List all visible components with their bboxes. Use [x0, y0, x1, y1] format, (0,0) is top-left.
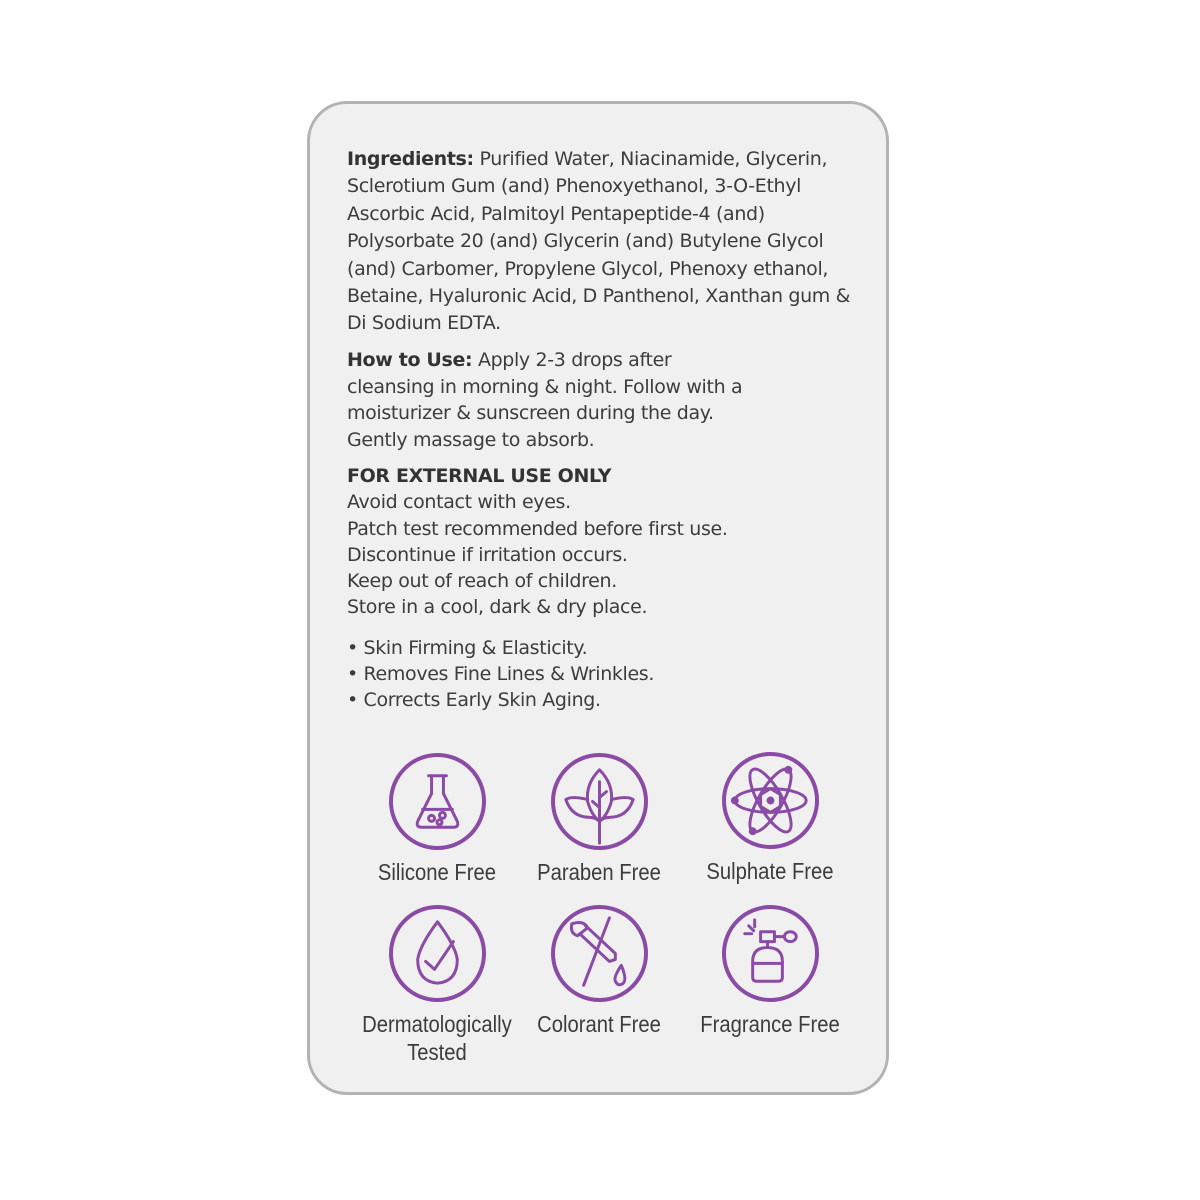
warning-line: Discontinue if irritation occurs.: [347, 543, 628, 566]
badge-label: Colorant Free: [537, 1011, 661, 1037]
how-to-use-section: [347, 347, 747, 453]
ingredients-text: Purified Water, Niacinamide, Glycerin, Sclerotium Gum (and) Phenoxyethanol, 3-O-Ethyl Ascorbic Acid, Palmitoyl Pentapeptide-4 (and) Polysorbate 20 (and) Glycerin (and) Butylene Glycol (and) Carbomer, Propylene Glycol, Phenoxy ethanol, Betaine, Hyaluronic Acid, D Panthenol, Xanthan gum & Di Sodium EDTA.: [347, 148, 851, 335]
benefits-list: [347, 635, 867, 713]
badge-label: Paraben Free: [537, 859, 661, 885]
how-to-use-label: How to Use:: [347, 349, 473, 371]
atom-icon: [721, 751, 820, 850]
warning-line: Store in a cool, dark & dry place.: [347, 596, 648, 619]
warning-line: Patch test recommended before first use.: [347, 517, 728, 540]
badge-label: Silicone Free: [377, 859, 497, 885]
perfume-bottle-icon: [721, 904, 820, 1003]
warning-line: Avoid contact with eyes.: [347, 491, 571, 514]
ingredients-section: [347, 146, 867, 338]
warnings-heading: FOR EXTERNAL USE ONLY: [347, 465, 612, 487]
badge-label: Dermatologically Tested: [362, 1011, 512, 1065]
how-to-use-text: Apply 2-3 drops after cleansing in morning & night. Follow with a moisturizer & sunscreen during the day. Gently massage to absorb.: [347, 349, 743, 451]
flask-icon: [388, 752, 487, 851]
benefit-item: • Corrects Early Skin Aging.: [347, 689, 601, 711]
benefit-item: • Skin Firming & Elasticity.: [347, 637, 588, 659]
badge-label: Sulphate Free: [706, 858, 834, 884]
drop-check-icon: [388, 904, 487, 1003]
leaf-icon: [550, 752, 649, 851]
warning-line: Keep out of reach of children.: [347, 570, 617, 593]
benefit-item: • Removes Fine Lines & Wrinkles.: [347, 663, 655, 685]
warnings-section: [347, 463, 867, 621]
ingredients-label: Ingredients:: [347, 148, 474, 170]
badge-label: Fragrance Free: [700, 1011, 840, 1037]
no-dropper-icon: [550, 904, 649, 1003]
